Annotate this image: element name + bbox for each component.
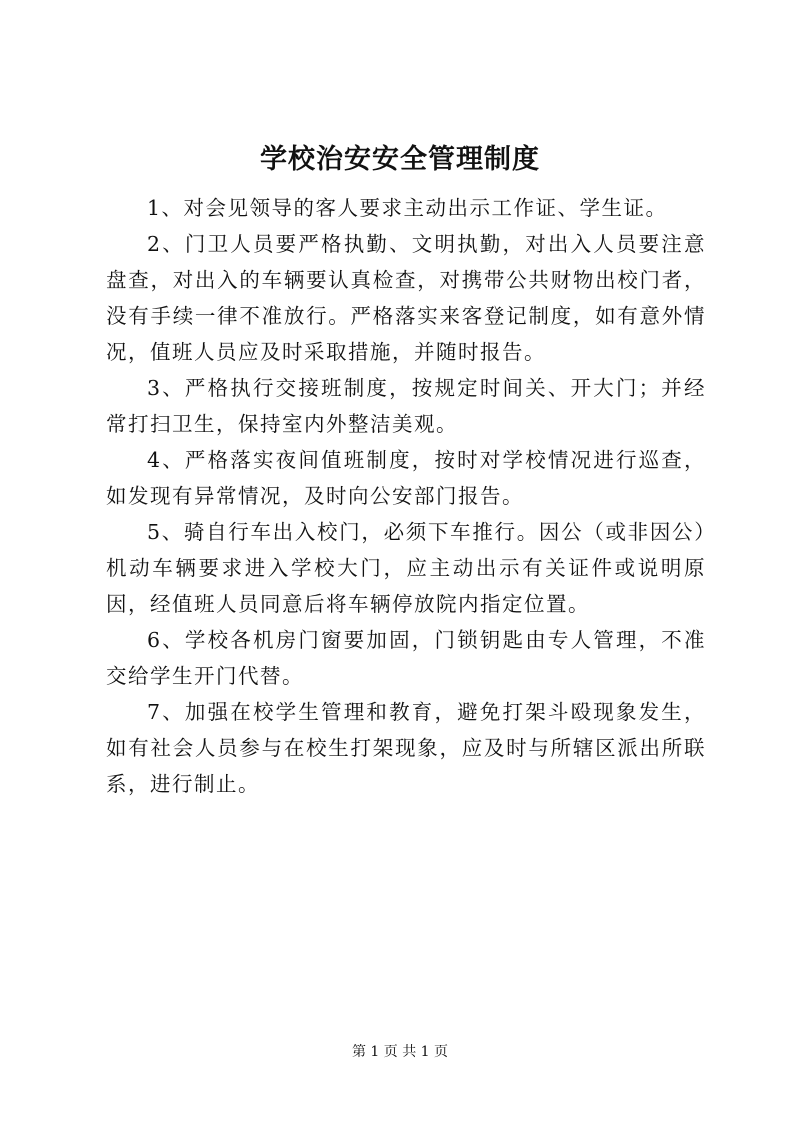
rule-paragraph-1: 1、对会见领导的客人要求主动出示工作证、学生证。 bbox=[147, 196, 668, 220]
rule-paragraph-7: 7、加强在校学生管理和教育，避免打架斗殴现象发生，如有社会人员参与在校生打架现象，应及时与所辖区派出所联系，进行制止。 bbox=[106, 700, 706, 796]
rule-paragraph-3: 3、严格执行交接班制度，按规定时间关、开大门；并经常打扫卫生，保持室内外整洁美观。 bbox=[106, 376, 706, 436]
rule-paragraph-6: 6、学校各机房门窗要加固，门锁钥匙由专人管理，不准交给学生开门代替。 bbox=[106, 628, 706, 688]
rule-paragraph-4: 4、严格落实夜间值班制度，按时对学校情况进行巡查，如发现有异常情况，及时向公安部门报告。 bbox=[106, 448, 706, 508]
rule-paragraph-5: 5、骑自行车出入校门，必须下车推行。因公（或非因公）机动车辆要求进入学校大门，应主动出示有关证件或说明原因，经值班人员同意后将车辆停放院内指定位置。 bbox=[106, 520, 706, 616]
rule-paragraph-2: 2、门卫人员要严格执勤、文明执勤，对出入人员要注意盘查，对出入的车辆要认真检查，对携带公共财物出校门者，没有手续一律不准放行。严格落实来客登记制度，如有意外情况，值班人员应及时采取措施，并随时报告。 bbox=[106, 232, 706, 364]
page-number-footer: 第 1 页 共 1 页 bbox=[351, 1044, 449, 1060]
document-title: 学校治安安全管理制度 bbox=[260, 144, 540, 175]
document-body bbox=[106, 190, 706, 802]
